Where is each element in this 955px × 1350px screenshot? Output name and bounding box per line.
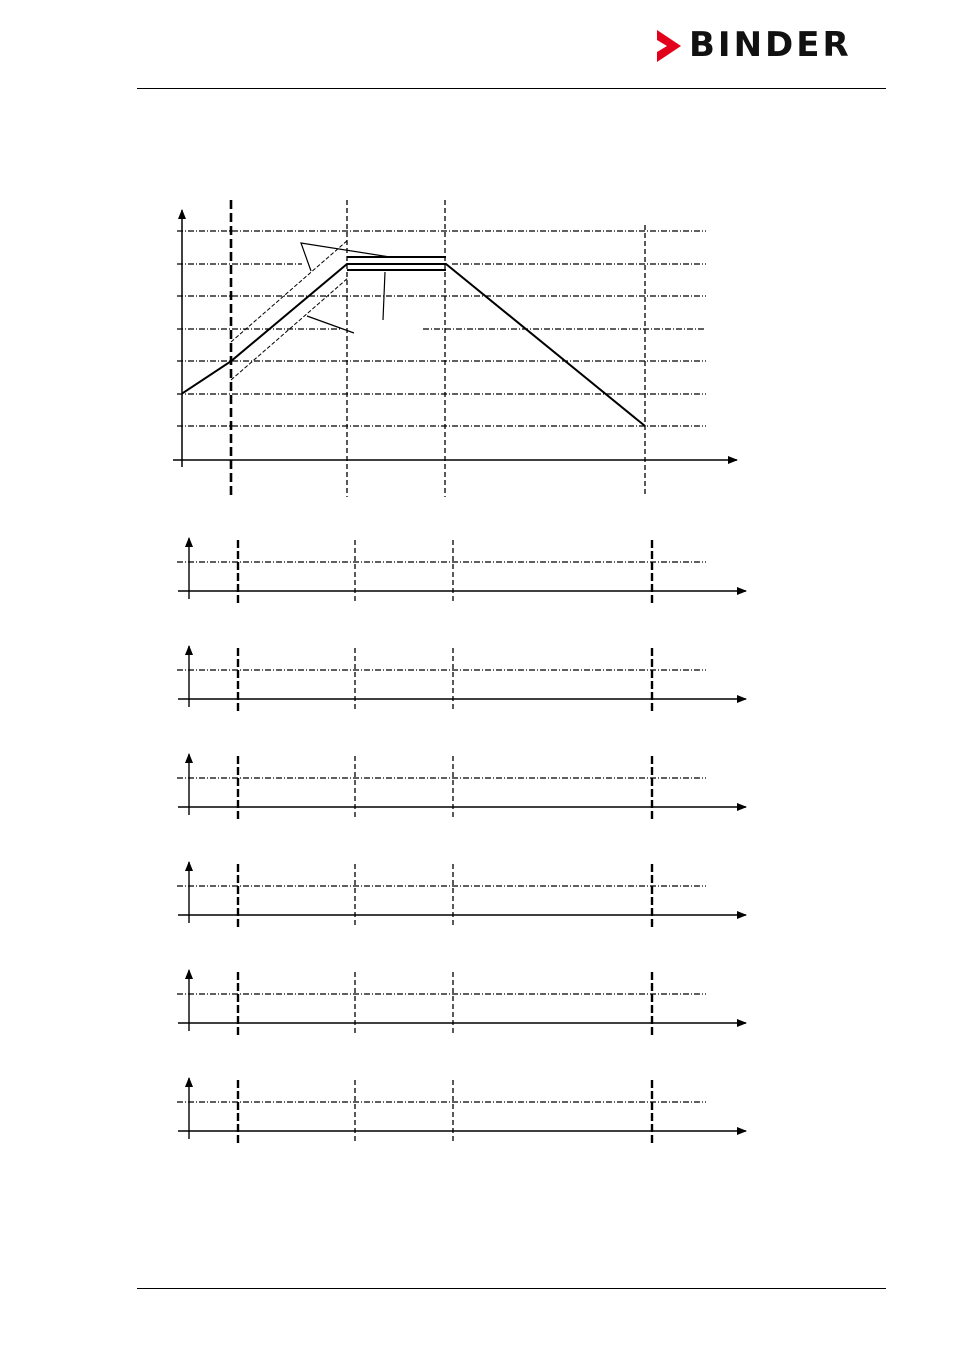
brand-name: BINDER <box>689 25 852 65</box>
switching-channel <box>177 1078 746 1144</box>
section-markers <box>231 200 645 497</box>
switching-channel <box>177 862 746 928</box>
tolerance-band <box>231 240 348 380</box>
switching-channel <box>177 970 746 1036</box>
switching-channel <box>177 754 746 820</box>
switching-channel <box>177 538 746 604</box>
switching-channels <box>177 538 746 1144</box>
reference-levels <box>177 231 706 426</box>
setpoint-profile <box>182 264 645 426</box>
tolerance-upper <box>231 240 348 342</box>
switching-channel <box>177 646 746 712</box>
main-chart <box>173 200 737 497</box>
